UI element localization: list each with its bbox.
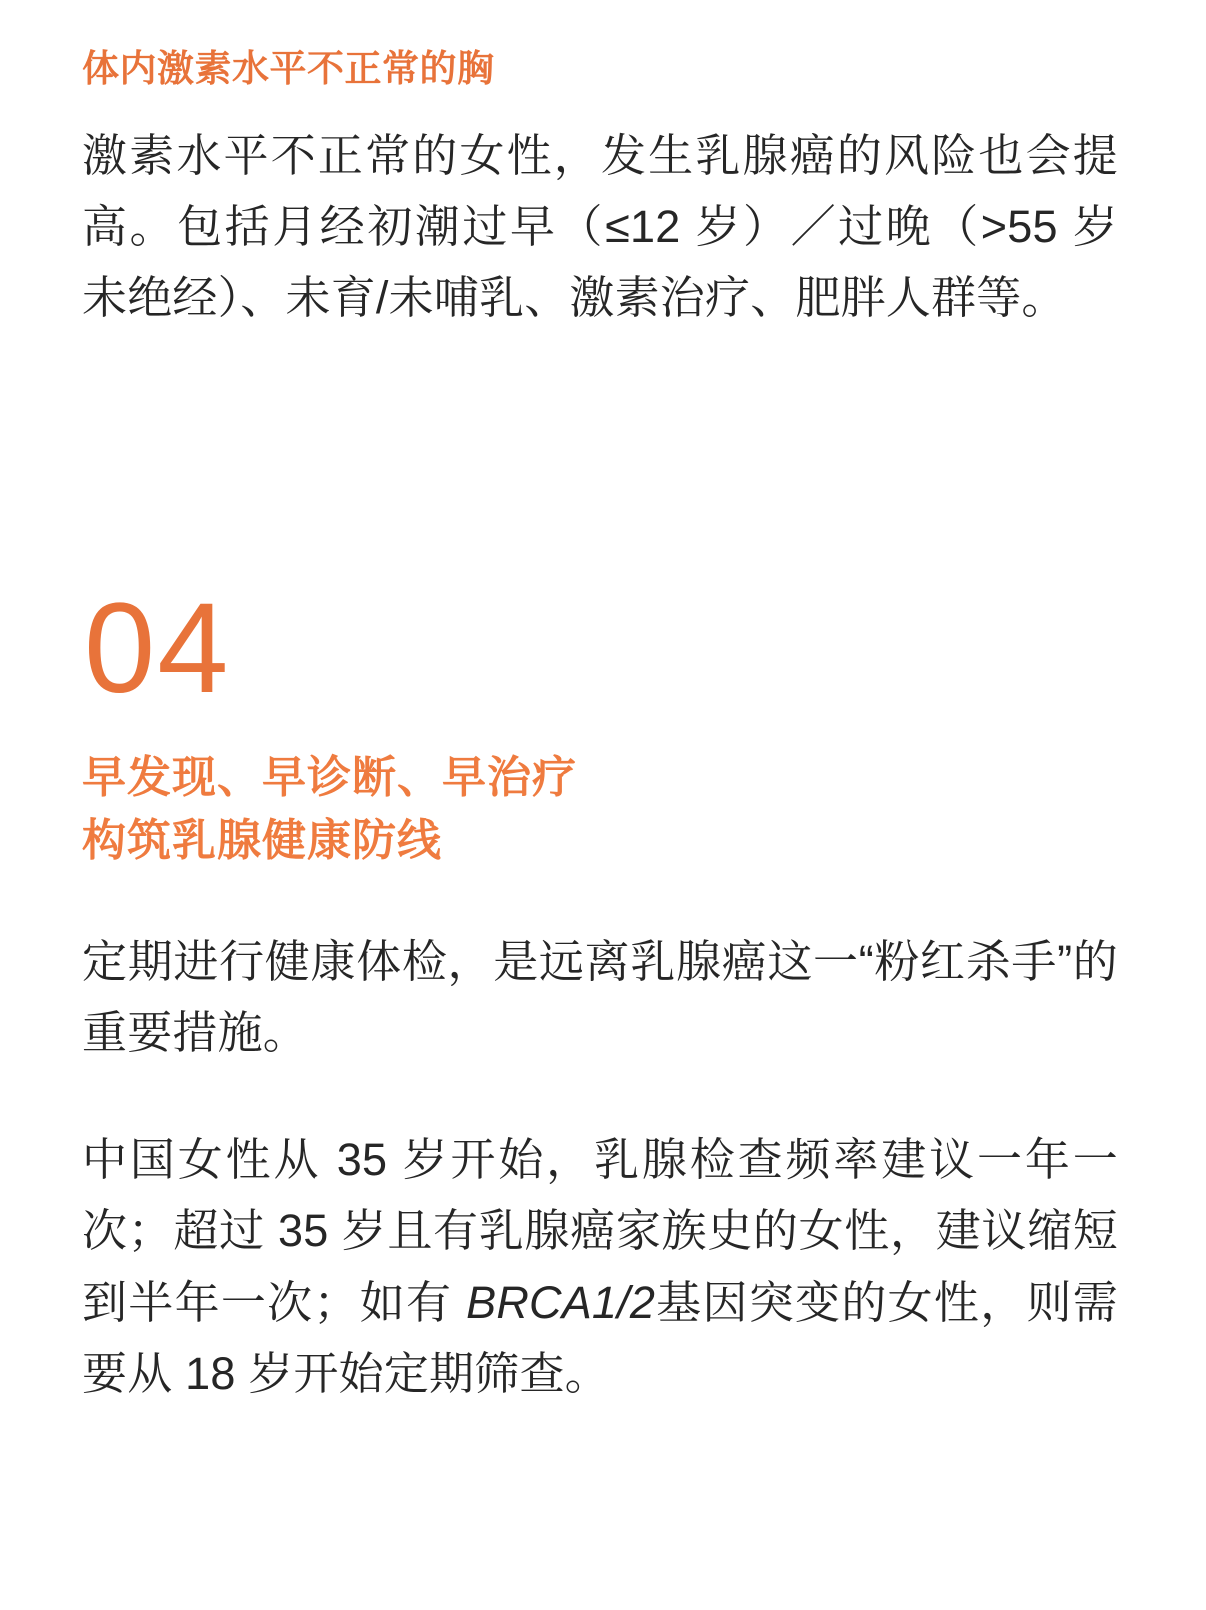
section-title-early-detection [82, 747, 1118, 872]
section-spacer [82, 389, 1118, 585]
section-paragraph-checkup: 定期进行健康体检，是远离乳腺癌这一“粉红杀手”的重要措施。 [82, 936, 1118, 1059]
section-title-line-2: 构筑乳腺健康防线 [82, 815, 442, 865]
section-number-04: 04 [84, 577, 231, 721]
screening-text-part-1: 中国女性从 35 岁开始，乳腺检查频率建议一年一次；超过 35 岁且有乳腺癌家族史的女性，建议缩短到半年一次；如有 [82, 1134, 1118, 1328]
section-paragraph-screening [82, 1124, 1118, 1408]
screening-text-part-2: 基因突变的女性，则需要从 18 岁开始定期筛查。 [82, 1276, 1118, 1399]
gene-name-brca: BRCA1/2 [466, 1276, 656, 1328]
section-title-line-1: 早发现、早诊断、早治疗 [82, 753, 577, 803]
section-heading-hormone: 体内激素水平不正常的胸 [82, 48, 495, 89]
section-paragraph-hormone: 激素水平不正常的女性，发生乳腺癌的风险也会提高。包括月经初潮过早（≤12 岁）／过晚（>55 岁未绝经）、未育/未哺乳、激素治疗、肥胖人群等。 [82, 129, 1118, 324]
